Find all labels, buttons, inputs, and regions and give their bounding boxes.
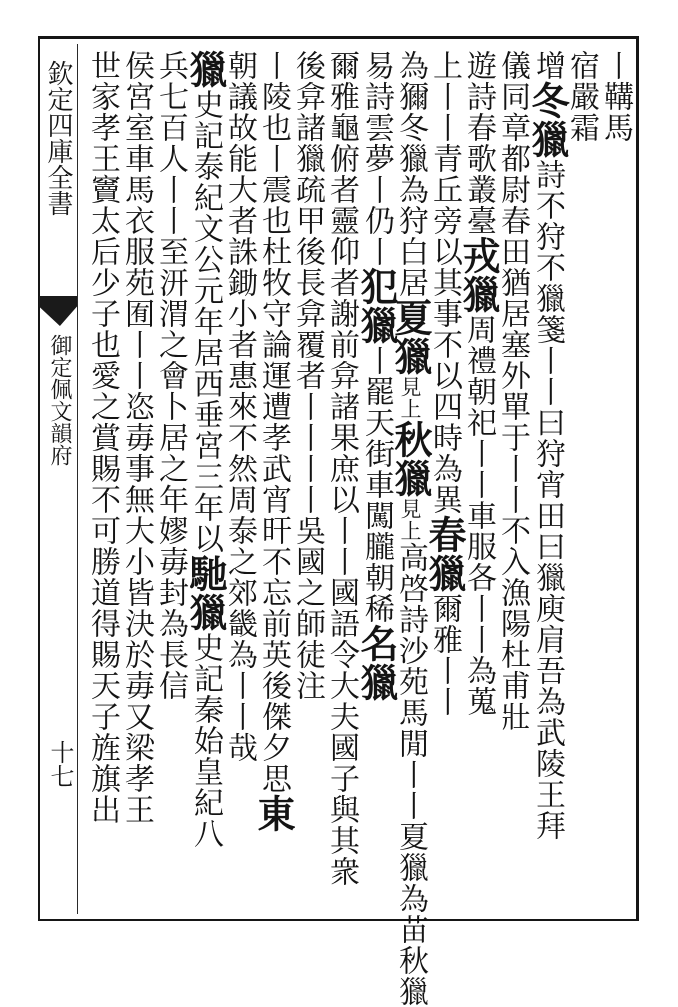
column-text: 丨罷天街車闖朧朝稀 (359, 345, 394, 624)
text-column-14 (153, 50, 187, 916)
text-column-12 (222, 50, 256, 916)
column-text: 侯宮室車馬衣服苑囿丨丨恣毐事無大小皆決於毐又梁孝王 (119, 50, 154, 825)
column-text: 丨陵也丨震也杜牧守論運遭孝武宵旰不忘前英後傑夕思 (256, 50, 291, 794)
page-number: 十七 (46, 740, 74, 788)
interlinear-note: 見上 (398, 498, 422, 542)
frame-bottom-border (38, 919, 638, 921)
fishtail-mark-icon (39, 296, 77, 326)
text-column-11 (251, 50, 296, 916)
column-text: 為獮冬獵為狩白居 (393, 50, 428, 298)
margin-divider (77, 44, 78, 914)
text-column-5 (456, 50, 501, 916)
column-text: 上丨丨青丘旁以其事不以四時為異 (427, 50, 462, 515)
frame-right-border (636, 36, 639, 921)
entry-headword: 犯獵 (354, 267, 399, 345)
column-text: 爾雅丨丨 (427, 593, 462, 717)
margin-book-title: 御定佩文韻府 (47, 334, 72, 466)
text-column-7 (388, 50, 433, 1007)
column-text: 史記泰紀文公元年居西垂宮三年以 (188, 89, 223, 554)
entry-headword: 夏獵 (388, 298, 433, 376)
text-column-10 (290, 50, 324, 916)
column-text: 史記秦始皇紀八 (188, 632, 223, 849)
column-text: 詩不狩不獵箋丨丨曰狩宵田曰獵庾肩吾為武陵王拜 (530, 159, 565, 841)
column-text: 宿嚴霜 (564, 50, 599, 143)
column-text: 易詩雲夢丨仍丨 (359, 50, 394, 267)
text-column-2 (564, 50, 598, 916)
column-text: 朝議故能大者誅鋤小者惠來不然周泰之郊畿為丨丨哉 (222, 50, 257, 763)
column-text: 增 (530, 50, 565, 81)
frame-left-border (38, 36, 40, 921)
entry-headword: 東 (251, 794, 296, 833)
text-column-3 (525, 50, 570, 916)
column-text: 儀同章都尉春田猶居塞外單于丨丨不入漁陽杜甫壯 (495, 50, 530, 732)
column-text: 周禮朝祀丨丨車服各丨丨為蒐 (461, 314, 496, 717)
entry-headword: 春獵 (422, 515, 467, 593)
entry-headword: 名獵 (354, 624, 399, 702)
column-text: 遊詩春歌叢臺 (461, 50, 496, 236)
interlinear-note: 見上 (398, 376, 422, 420)
text-column-4 (495, 50, 529, 916)
column-text: 丨鞲馬 (598, 50, 633, 143)
column-text: 兵七百人丨丨至汧渭之會卜居之年嫪毐封為長信 (153, 50, 188, 701)
column-text: 爾雅龜俯者靈仰者謝前弇諸果庶以丨丨國語令大夫國子與其衆 (324, 50, 359, 887)
entry-headword: 冬獵 (525, 81, 570, 159)
text-column-1 (598, 50, 632, 916)
column-text: 世家孝王竇太后少子也愛之賞賜不可勝道得賜天子旌旗出 (85, 50, 120, 825)
frame-top-border (38, 36, 638, 39)
entry-headword: 獵 (183, 50, 228, 89)
column-text: 後弇諸獵疏甲後長弇覆者丨丨丨丨吳國之師徒注 (290, 50, 325, 701)
column-text: 高啓詩沙苑馬閒丨丨夏獵為苗秋獵 (393, 542, 428, 1007)
entry-headword: 戎獵 (456, 236, 501, 314)
entry-headword: 秋獵 (388, 420, 433, 498)
text-column-8 (354, 50, 399, 916)
text-column-9 (324, 50, 358, 916)
entry-headword: 馳獵 (183, 554, 228, 632)
margin-series-title: 欽定四庫全書 (43, 60, 73, 216)
text-column-16 (85, 50, 119, 916)
text-column-15 (119, 50, 153, 916)
text-column-13 (183, 50, 228, 916)
